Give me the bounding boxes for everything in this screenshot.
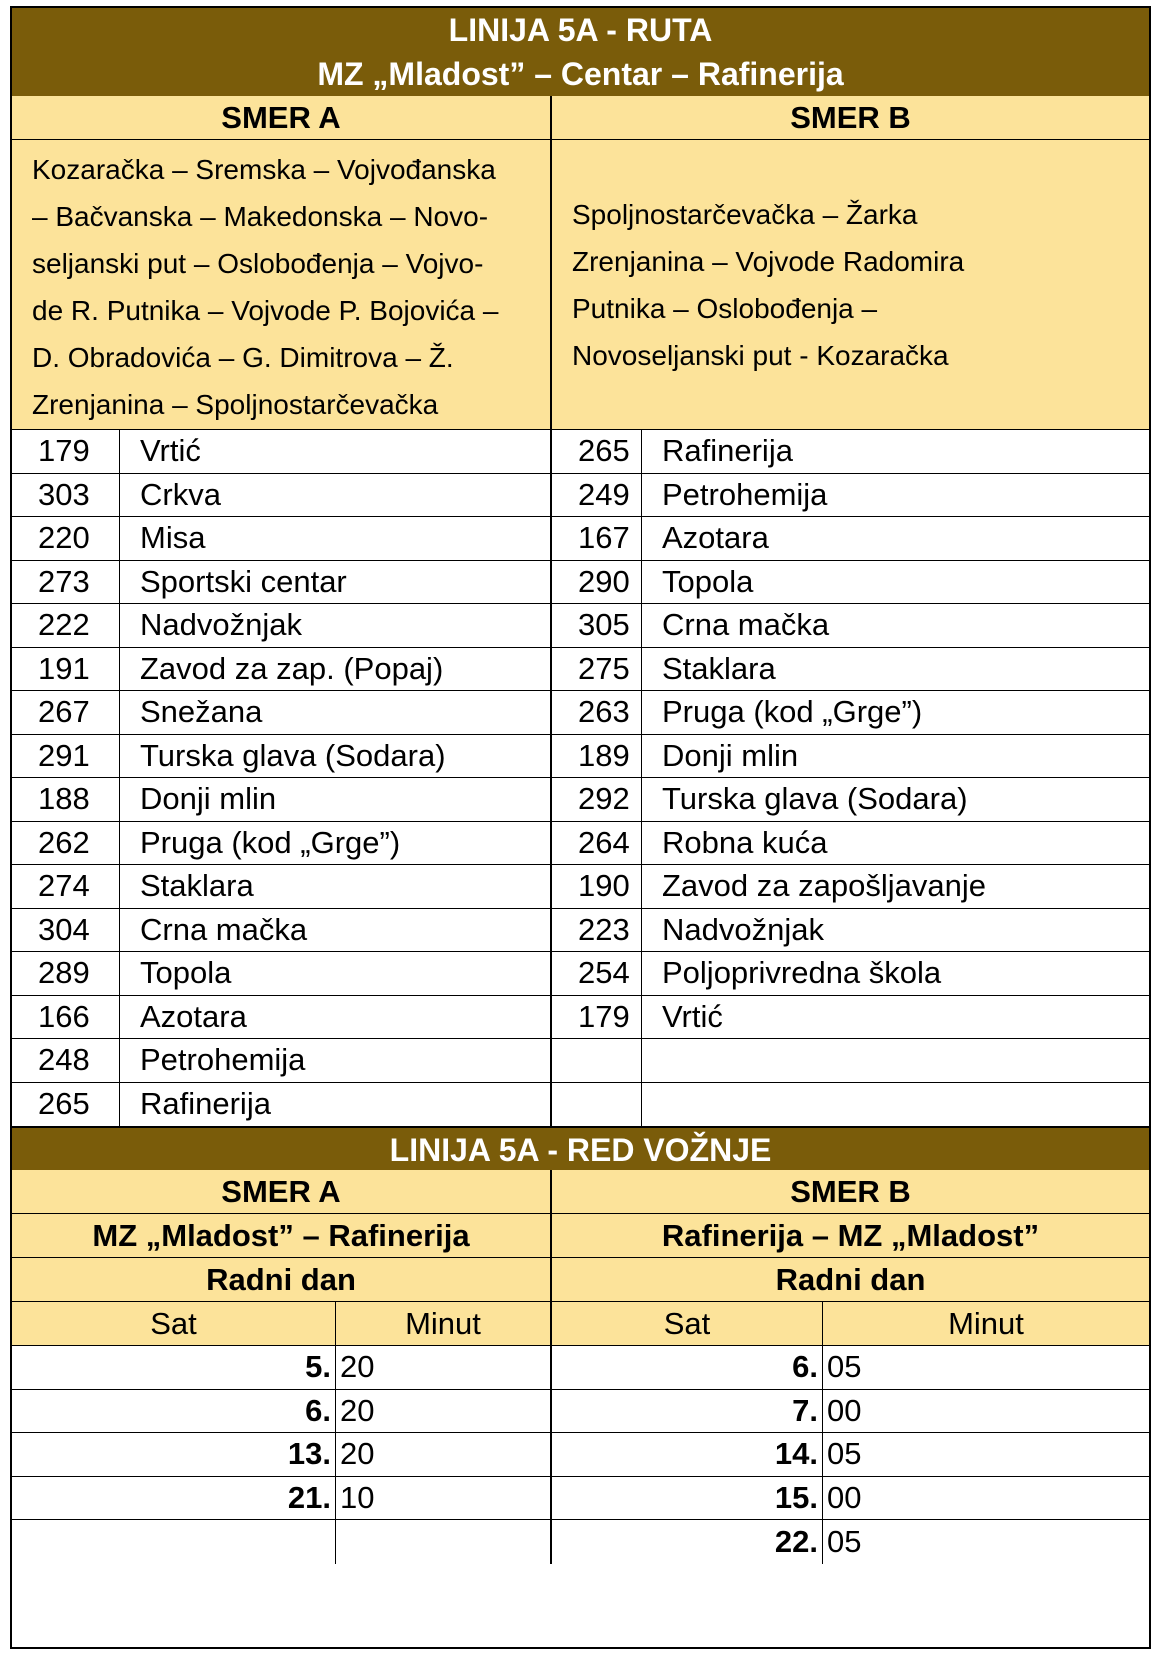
stop-number: 179 [12, 430, 120, 474]
stop-row [12, 909, 1149, 953]
route-subtitle: MZ „Mladost” – Centar – Rafinerija [12, 52, 1149, 98]
departure-hour: 13. [12, 1433, 336, 1477]
stop-number: 179 [552, 996, 642, 1040]
stop-name: Azotara [120, 996, 552, 1040]
stop-name: Rafinerija [642, 430, 1149, 474]
stop-name: Petrohemija [642, 474, 1149, 518]
stop-name: Staklara [120, 865, 552, 909]
stop-number: 290 [552, 561, 642, 605]
route-dir-b-label: SMER B [552, 96, 1149, 140]
stop-number: 265 [552, 430, 642, 474]
stop-name: Turska glava (Sodara) [642, 778, 1149, 822]
stop-row [12, 735, 1149, 779]
route-streets-row [12, 140, 1149, 430]
stop-number: 264 [552, 822, 642, 866]
schedule-row [12, 1346, 1149, 1390]
stop-number: 167 [552, 517, 642, 561]
stop-number: 304 [12, 909, 120, 953]
timetable-sheet [10, 6, 1151, 1649]
departure-minute: 00 [823, 1477, 1149, 1521]
stop-name: Nadvožnjak [120, 604, 552, 648]
stop-number: 248 [12, 1039, 120, 1083]
street-line: de R. Putnika – Vojvode P. Bojovića – [32, 295, 499, 326]
stop-name: Azotara [642, 517, 1149, 561]
street-line: Zrenjanina – Spoljnostarčevačka [32, 389, 439, 420]
stop-name: Topola [120, 952, 552, 996]
departure-minute: 10 [336, 1477, 552, 1521]
stop-row [12, 865, 1149, 909]
stop-number: 305 [552, 604, 642, 648]
schedule-title: LINIJA 5A - RED VOŽNJE [12, 1126, 1149, 1174]
stop-name: Snežana [120, 691, 552, 735]
stop-number: 188 [12, 778, 120, 822]
departure-minute: 05 [823, 1346, 1149, 1390]
stop-name: Vrtić [120, 430, 552, 474]
stop-row [12, 952, 1149, 996]
departure-hour: 22. [552, 1520, 823, 1564]
stop-name: Crna mačka [120, 909, 552, 953]
departure-hour: 21. [12, 1477, 336, 1521]
departure-minute [336, 1520, 552, 1564]
schedule-columns-row [12, 1302, 1149, 1346]
stop-number: 263 [552, 691, 642, 735]
schedule-day-row [12, 1258, 1149, 1302]
stop-name: Nadvožnjak [642, 909, 1149, 953]
departure-minute: 05 [823, 1433, 1149, 1477]
stop-number: 292 [552, 778, 642, 822]
schedule-row [12, 1433, 1149, 1477]
route-dir-a-streets [12, 140, 552, 430]
stop-number: 189 [552, 735, 642, 779]
stop-number: 166 [12, 996, 120, 1040]
stop-name: Robna kuća [642, 822, 1149, 866]
stop-name: Zavod za zapošljavanje [642, 865, 1149, 909]
schedule-row [12, 1520, 1149, 1564]
stop-row [12, 604, 1149, 648]
stop-row [12, 648, 1149, 692]
stop-name: Staklara [642, 648, 1149, 692]
stop-row [12, 474, 1149, 518]
stop-number: 265 [12, 1083, 120, 1127]
stop-name [642, 1083, 1149, 1127]
stop-row [12, 430, 1149, 474]
stop-name: Pruga (kod „Grge”) [642, 691, 1149, 735]
route-dir-b-streets [552, 140, 1149, 430]
stop-name: Misa [120, 517, 552, 561]
street-line: – Bačvanska – Makedonska – Novo- [32, 201, 489, 232]
stop-name: Crna mačka [642, 604, 1149, 648]
stop-number [552, 1039, 642, 1083]
schedule-dir-b-col-min: Minut [823, 1302, 1149, 1346]
stop-name: Pruga (kod „Grge”) [120, 822, 552, 866]
schedule-row [12, 1477, 1149, 1521]
schedule-dir-a-col-hour: Sat [12, 1302, 336, 1346]
stop-number: 262 [12, 822, 120, 866]
departure-hour: 6. [12, 1390, 336, 1434]
stop-row [12, 1039, 1149, 1083]
stop-name: Petrohemija [120, 1039, 552, 1083]
schedule-dir-b-label: SMER B [552, 1170, 1149, 1214]
street-line: Spoljnostarčevačka – Žarka [572, 198, 918, 230]
street-line: Kozaračka – Sremska – Vojvođanska [32, 154, 496, 185]
stop-number: 191 [12, 648, 120, 692]
stop-name [642, 1039, 1149, 1083]
schedule-route-row [12, 1214, 1149, 1258]
stop-number: 190 [552, 865, 642, 909]
schedule-dir-a-label: SMER A [12, 1170, 552, 1214]
stop-number: 223 [552, 909, 642, 953]
stop-name: Sportski centar [120, 561, 552, 605]
street-line: Putnika – Oslobođenja – [572, 292, 878, 324]
departure-hour: 14. [552, 1433, 823, 1477]
stop-number: 249 [552, 474, 642, 518]
route-title: LINIJA 5A - RUTA [12, 8, 1149, 54]
stop-number: 267 [12, 691, 120, 735]
departure-minute: 20 [336, 1433, 552, 1477]
street-line: seljanski put – Oslobođenja – Vojvo- [32, 248, 484, 279]
departure-minute: 20 [336, 1346, 552, 1390]
schedule-direction-header-row [12, 1170, 1149, 1214]
stop-name: Crkva [120, 474, 552, 518]
street-line: Zrenjanina – Vojvode Radomira [572, 245, 965, 277]
schedule-dir-b-route: Rafinerija – MZ „Mladost” [552, 1214, 1149, 1258]
departure-minute: 20 [336, 1390, 552, 1434]
stop-name: Rafinerija [120, 1083, 552, 1127]
stop-number: 291 [12, 735, 120, 779]
departure-minute: 05 [827, 1524, 862, 1560]
schedule-dir-a-route: MZ „Mladost” – Rafinerija [12, 1214, 552, 1258]
stop-number: 254 [552, 952, 642, 996]
stop-name: Turska glava (Sodara) [120, 735, 552, 779]
schedule-dir-a-col-min: Minut [336, 1302, 552, 1346]
stop-number: 220 [12, 517, 120, 561]
street-line: Novoseljanski put - Kozaračka [572, 339, 949, 371]
stop-number: 222 [12, 604, 120, 648]
stop-row [12, 691, 1149, 735]
stop-number: 273 [12, 561, 120, 605]
schedule-dir-b-col-hour: Sat [552, 1302, 823, 1346]
route-dir-a-label: SMER A [12, 96, 552, 140]
route-direction-header-row [12, 96, 1149, 140]
schedule-dir-b-day: Radni dan [552, 1258, 1149, 1302]
departure-hour: 7. [552, 1390, 823, 1434]
departure-minute: 00 [823, 1390, 1149, 1434]
stop-name: Donji mlin [120, 778, 552, 822]
departure-hour: 15. [552, 1477, 823, 1521]
departure-hour: 5. [12, 1346, 336, 1390]
stop-row [12, 561, 1149, 605]
stop-name: Poljoprivredna škola [642, 952, 1149, 996]
stop-number: 289 [12, 952, 120, 996]
stop-name: Topola [642, 561, 1149, 605]
stop-number [552, 1083, 642, 1127]
stop-row [12, 778, 1149, 822]
stop-number: 303 [12, 474, 120, 518]
stop-name: Vrtić [642, 996, 1149, 1040]
departure-hour: 6. [552, 1346, 823, 1390]
stop-row [12, 822, 1149, 866]
stop-name: Donji mlin [642, 735, 1149, 779]
schedule-dir-a-day: Radni dan [12, 1258, 552, 1302]
schedule-row [12, 1390, 1149, 1434]
street-line: D. Obradovića – G. Dimitrova – Ž. [32, 342, 454, 373]
stop-row [12, 517, 1149, 561]
stop-number: 274 [12, 865, 120, 909]
stop-row [12, 996, 1149, 1040]
stop-number: 275 [552, 648, 642, 692]
stop-row [12, 1083, 1149, 1127]
stop-name: Zavod za zap. (Popaj) [120, 648, 552, 692]
departure-hour [12, 1520, 336, 1564]
